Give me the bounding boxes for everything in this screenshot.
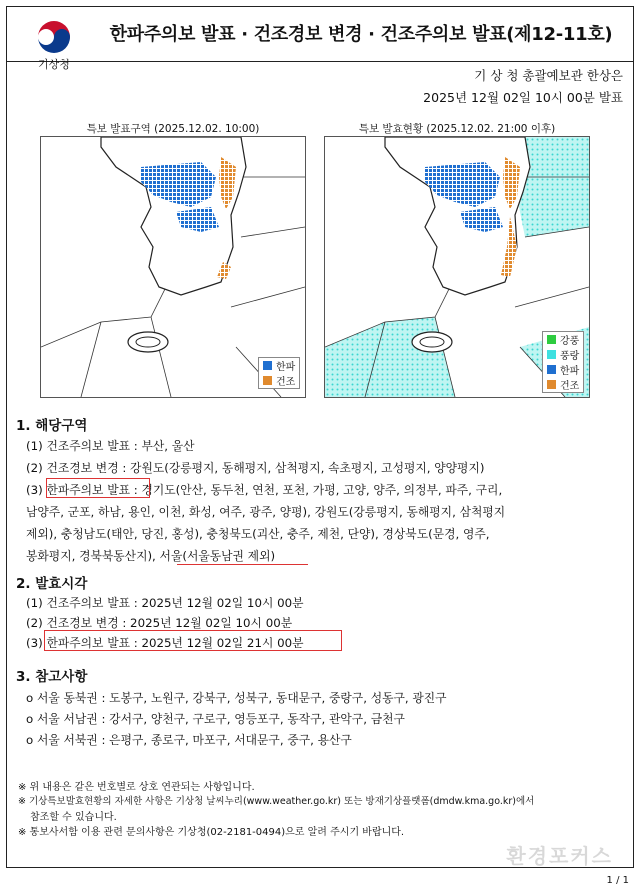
strongwind-swatch	[547, 335, 556, 344]
section2-line1: (1) 건조주의보 발표 : 2025년 12월 02일 10시 00분	[26, 596, 304, 610]
issued-time: 2025년 12월 02일 10시 00분 발표	[423, 90, 623, 105]
section1-line2: (2) 건조경보 변경 : 강원도(강릉평지, 동해평지, 삼척평지, 속초평지, 고성평지, 양양평지)	[26, 461, 485, 475]
issuer: 기 상 청 총괄예보관 한상은	[474, 68, 623, 83]
note3: 참조할 수 있습니다.	[30, 812, 117, 823]
section3-line3: o 서울 서북권 : 은평구, 종로구, 마포구, 서대문구, 중구, 용산구	[26, 733, 352, 747]
logo-text: 기상청	[38, 58, 70, 71]
map1-caption: 특보 발표구역 (2025.12.02. 10:00)	[86, 123, 260, 135]
waves-swatch	[547, 350, 556, 359]
section3-line1: o 서울 동북권 : 도봉구, 노원구, 강북구, 성북구, 동대문구, 중랑구, 성동구, 광진구	[26, 691, 447, 705]
section2-line2: (2) 건조경보 변경 : 2025년 12월 02일 10시 00분	[26, 616, 293, 630]
note2: ※ 기상특보발효현황의 자세한 사항은 기상청 날씨누리(www.weather.go.kr) 또는 방재기상플랫폼(dmdw.kma.go.kr)에서	[18, 796, 535, 807]
document-title: 한파주의보 발표 · 건조경보 변경 · 건조주의보 발표(제12-11호)	[109, 24, 613, 45]
legend-item-dry: 건조	[543, 377, 583, 392]
section1-heading: 1. 해당구역	[16, 418, 88, 434]
section2-line3: (3) 한파주의보 발표 : 2025년 12월 02일 21시 00분	[26, 636, 304, 650]
section1-line6: 봉화평지, 경북북동산지), 서울(서울동남권 제외)	[26, 549, 276, 563]
page-number: 1 / 1	[606, 875, 629, 886]
dry-swatch	[547, 380, 556, 389]
map2-caption: 특보 발효현황 (2025.12.02. 21:00 이후)	[358, 123, 556, 135]
legend-item-coldwave: 한파	[259, 358, 299, 373]
legend-item-coldwave: 한파	[543, 362, 583, 377]
kma-emblem-icon	[37, 20, 71, 54]
legend-item-dry: 건조	[259, 373, 299, 388]
legend-item-waves: 풍랑	[543, 347, 583, 362]
watermark: 환경포커스	[506, 844, 613, 868]
section2-heading: 2. 발효시각	[16, 576, 88, 592]
note4: ※ 통보사서함 이용 관련 문의사항은 기상청(02-2181-0494)으로 알려 주시기 바랍니다.	[18, 827, 405, 838]
section1-line1: (1) 건조주의보 발표 : 부산, 울산	[26, 439, 195, 453]
highlight-box-coldwave	[46, 478, 150, 498]
dry-swatch	[263, 376, 272, 385]
legend-item-strongwind: 강풍	[543, 332, 583, 347]
header-row	[6, 6, 634, 71]
note1: ※ 위 내용은 같은 번호별로 상호 연관되는 사항입니다.	[18, 782, 255, 793]
coldwave-swatch	[263, 361, 272, 370]
map1-legend	[258, 357, 300, 389]
section1-line3: (3) 한파주의보 발표 : 경기도(안산, 동두천, 연천, 포천, 가평, 고양, 양주, 의정부, 파주, 구리,	[26, 483, 503, 497]
highlight-underline-seoul	[177, 564, 308, 565]
section3-heading: 3. 참고사항	[16, 669, 88, 685]
coldwave-swatch	[547, 365, 556, 374]
section1-line4: 남양주, 군포, 하남, 용인, 이천, 화성, 여주, 광주, 양평), 강원도(강릉평지, 동해평지, 삼척평지	[26, 505, 506, 519]
section1-line5: 제외), 충청남도(태안, 당진, 홍성), 충청북도(괴산, 충주, 제천, 단양), 경상북도(문경, 영주,	[26, 527, 490, 541]
map2-legend	[542, 331, 584, 393]
kma-logo	[26, 20, 82, 72]
highlight-box-effective	[44, 630, 342, 651]
section3-line2: o 서울 서남권 : 강서구, 양천구, 구로구, 영등포구, 동작구, 관악구, 금천구	[26, 712, 405, 726]
